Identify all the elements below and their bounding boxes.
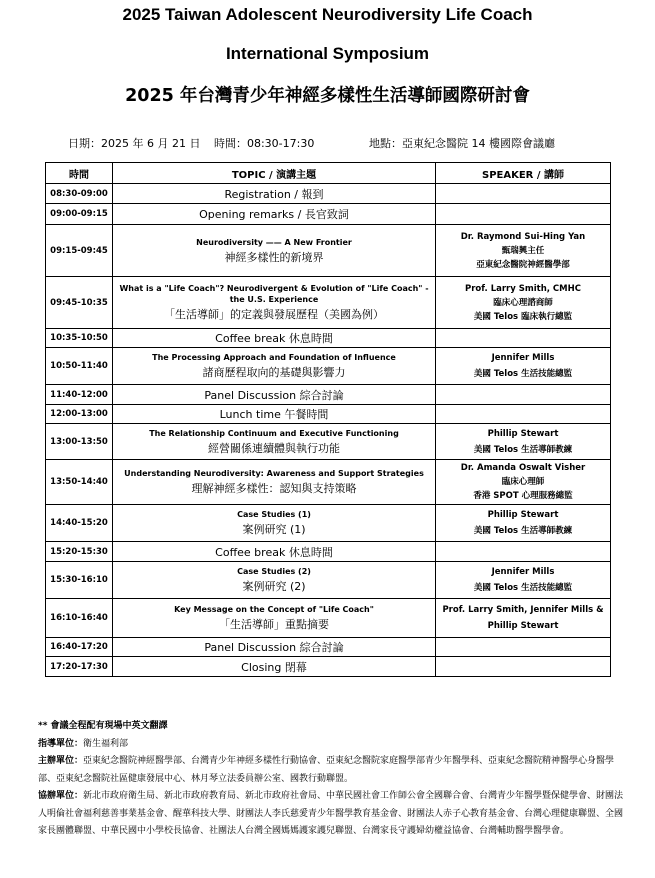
speaker-line: 美國 Telos 生活技能總監 (473, 583, 573, 593)
table-row (46, 542, 611, 562)
row-time: 10:50-11:40 (46, 348, 113, 385)
row-topic (113, 184, 436, 204)
row-speaker (436, 385, 611, 405)
row-time: 16:40-17:20 (46, 638, 113, 657)
speaker-line: Jennifer Mills (491, 353, 555, 363)
row-topic (113, 348, 436, 385)
co-units (38, 788, 628, 841)
table-row (46, 277, 611, 329)
row-topic (113, 329, 436, 348)
row-time: 17:20-17:30 (46, 657, 113, 677)
table-row (46, 599, 611, 638)
row-speaker (436, 657, 611, 677)
co-label: 協辦單位： (38, 791, 84, 801)
table-row (46, 184, 611, 204)
event-time: 時間：08:30-17:30 (213, 137, 315, 150)
row-topic (113, 638, 436, 657)
row-time: 14:40-15:20 (46, 505, 113, 542)
row-time: 12:00-13:00 (46, 405, 113, 424)
row-speaker (436, 542, 611, 562)
row-time: 15:20-15:30 (46, 542, 113, 562)
speaker-line: 美國 Telos 生活導師教練 (473, 444, 573, 455)
topic-text: Coffee break 休息時間 (215, 545, 333, 559)
speaker-line: 美國 Telos 生活導師教練 (473, 526, 573, 536)
row-time: 13:50-14:40 (46, 460, 113, 505)
host-units (38, 753, 628, 788)
topic-en: Understanding Neurodiversity: Awareness and Support Strategies (124, 469, 424, 478)
title-zh: 2025 年台灣青少年神經多樣性生活導師國際研討會 (125, 86, 530, 106)
row-topic (113, 542, 436, 562)
header-topic: TOPIC / 演講主題 (113, 163, 436, 184)
topic-zh: 案例研究 (1) (242, 523, 306, 536)
row-topic (113, 657, 436, 677)
topic-text: Closing 閉幕 (241, 660, 307, 674)
topic-en: Case Studies (1) (237, 510, 311, 519)
speaker-line: Prof. Larry Smith, CMHC (465, 283, 581, 294)
row-time: 09:00-09:15 (46, 204, 113, 225)
speaker-line: 美國 Telos 生活技能總監 (473, 369, 573, 379)
topic-text: Panel Discussion 綜合討論 (204, 388, 344, 402)
table-row (46, 405, 611, 424)
row-topic (113, 505, 436, 542)
speaker-line: 臨床心理師 (501, 477, 545, 487)
row-speaker (436, 505, 611, 542)
topic-text: Panel Discussion 綜合討論 (204, 641, 344, 654)
topic-zh: 「生活導師」的定義與發展歷程（美國為例） (164, 308, 384, 321)
topic-text: Lunch time 午餐時間 (219, 408, 329, 421)
table-row (46, 638, 611, 657)
table-row (46, 657, 611, 677)
topic-zh: 「生活導師」重點摘要 (219, 618, 329, 631)
speaker-line: 美國 Telos 臨床執行總監 (473, 311, 573, 322)
guide-text: 衛生福利部 (83, 738, 129, 749)
speaker-line: Phillip Stewart (487, 621, 559, 631)
row-speaker (436, 348, 611, 385)
row-topic (113, 204, 436, 225)
row-speaker (436, 460, 611, 505)
header-speaker: SPEAKER / 講師 (436, 163, 611, 184)
row-topic (113, 424, 436, 460)
topic-zh: 諸商歷程取向的基礎與影響力 (202, 366, 346, 379)
row-speaker (436, 638, 611, 657)
speaker-line: 臨床心理諮商師 (493, 297, 553, 308)
topic-en: Neurodiversity —— A New Frontier (196, 237, 352, 247)
table-row (46, 204, 611, 225)
row-speaker (436, 329, 611, 348)
speaker-line: Dr. Amanda Oswalt Visher (460, 463, 586, 473)
topic-text: Coffee break 休息時間 (215, 332, 333, 345)
table-row (46, 329, 611, 348)
topic-text: Registration / 報到 (224, 187, 324, 201)
speaker-line: Dr. Raymond Sui-Hing Yan (460, 231, 586, 242)
host-text: 亞東紀念醫院神經醫學部、台灣青少年神經多樣性行動協會、亞東紀念醫院家庭醫學部青少年醫學科、亞東紀念醫院精神醫學心身醫學部、亞東紀念醫院社區健康發展中心、林月琴立法委員辦公室、國教行動聯盟。 (38, 756, 615, 784)
row-time: 15:30-16:10 (46, 562, 113, 599)
speaker-line: 香港 SPOT 心理服務總監 (473, 491, 573, 501)
row-topic (113, 562, 436, 599)
topic-en: Key Message on the Concept of "Life Coach" (174, 605, 374, 614)
topic-zh: 經營關係連續體與執行功能 (208, 441, 340, 455)
row-topic (113, 405, 436, 424)
row-topic (113, 599, 436, 638)
table-header-row (46, 163, 611, 184)
event-location: 地點：亞東紀念醫院 14 樓國際會議廳 (369, 137, 555, 150)
row-time: 16:10-16:40 (46, 599, 113, 638)
topic-zh: 理解神經多樣性：認知與支持策略 (191, 482, 357, 495)
schedule-table (45, 162, 611, 677)
table-row (46, 225, 611, 277)
guide-label: 指導單位： (38, 738, 84, 749)
row-speaker (436, 225, 611, 277)
topic-en: The Relationship Continuum and Executive Functioning (149, 428, 399, 438)
table-row (46, 424, 611, 460)
row-speaker (436, 599, 611, 638)
speaker-line: Phillip Stewart (487, 510, 559, 520)
row-time: 08:30-09:00 (46, 184, 113, 204)
row-time: 09:15-09:45 (46, 225, 113, 277)
guide-units (38, 736, 628, 754)
table-row (46, 348, 611, 385)
row-topic (113, 460, 436, 505)
row-time: 13:00-13:50 (46, 424, 113, 460)
topic-en: Case Studies (2) (237, 567, 311, 576)
topic-en: The Processing Approach and Foundation of Influence (152, 353, 396, 362)
host-label: 主辦單位： (38, 756, 84, 766)
speaker-line: Jennifer Mills (491, 567, 555, 577)
row-speaker (436, 204, 611, 225)
topic-zh: 案例研究 (2) (242, 580, 306, 593)
footer (38, 718, 628, 841)
row-time: 10:35-10:50 (46, 329, 113, 348)
header-time: 時間 (46, 163, 113, 184)
topic-text: Opening remarks / 長官致詞 (199, 208, 349, 221)
event-date: 日期：2025 年 6 月 21 日 (68, 137, 201, 150)
speaker-line: Prof. Larry Smith, Jennifer Mills & (442, 605, 604, 615)
table-row (46, 505, 611, 542)
event-info-bar (68, 135, 555, 151)
row-speaker (436, 562, 611, 599)
title-en-line2: International Symposium (225, 44, 430, 63)
row-time: 11:40-12:00 (46, 385, 113, 405)
row-speaker (436, 405, 611, 424)
row-speaker (436, 424, 611, 460)
row-topic (113, 385, 436, 405)
row-time: 09:45-10:35 (46, 277, 113, 329)
row-speaker (436, 277, 611, 329)
topic-zh: 神經多樣性的新境界 (224, 250, 324, 264)
row-speaker (436, 184, 611, 204)
table-row (46, 562, 611, 599)
table-row (46, 385, 611, 405)
speaker-line: 甄瑞興主任 (501, 245, 545, 256)
table-row (46, 460, 611, 505)
translation-note: ** 會議全程配有現場中英文翻譯 (38, 721, 168, 731)
co-text: 新北市政府衛生局、新北市政府教育局、新北市政府社會局、中華民國社會工作師公會全國聯合會、台灣青少年醫學暨保健學會、財團法人明倫社會福利慈善事業基金會、醒華科技大學、財團法人李氏慈愛青少年醫學教育基金會、財團法人赤子心教育基金會、台灣心理健康聯盟、全國家長團體聯盟、中華民國中小學校長協會、社團法人台灣全國媽媽護家護兒聯盟、台灣家長守護婦幼權益協會、台灣輔助醫學醫學會。 (38, 791, 624, 836)
row-topic (113, 277, 436, 329)
topic-en: What is a "Life Coach"? Neurodivergent & Evolution of "Life Coach" - the U.S. Experience (119, 284, 429, 304)
speaker-line: Phillip Stewart (487, 428, 559, 439)
row-topic (113, 225, 436, 277)
speaker-line: 亞東紀念醫院神經醫學部 (476, 259, 570, 270)
title-en-line1: 2025 Taiwan Adolescent Neurodiversity Life Coach (122, 5, 533, 24)
